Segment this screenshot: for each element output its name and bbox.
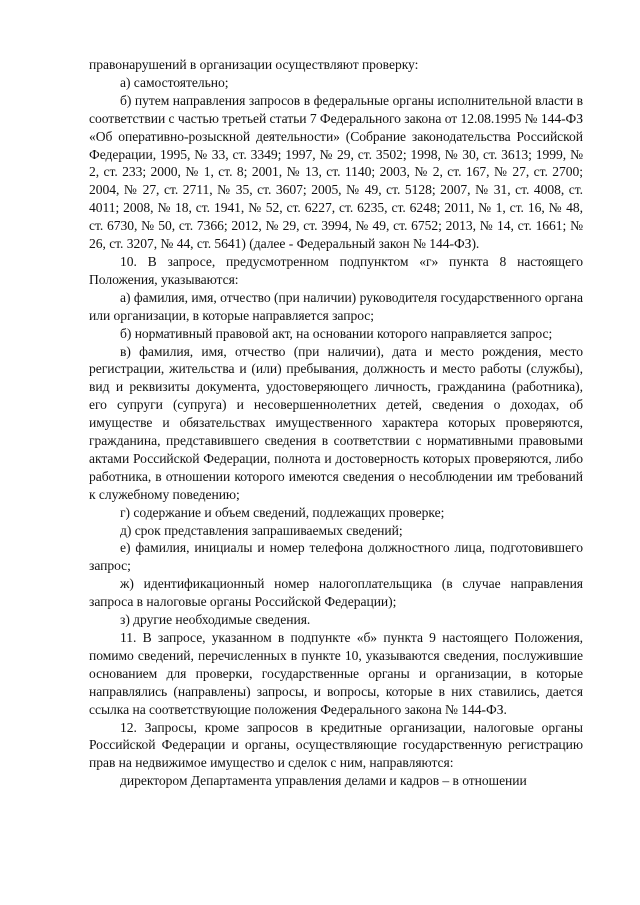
clause-12: 12. Запросы, кроме запросов в кредитные организации, налоговые органы Российской Федерации и органы, осуществляющие государственную регистрацию прав на недвижимое имущество и сделок с ним, направляются: [89,719,583,771]
subitem-a-independently: а) самостоятельно; [120,74,229,90]
clause-10: 10. В запросе, предусмотренном подпунктом «г» пункта 8 настоящего Положения, указываются: [89,253,583,287]
clause-12-continuation: директором Департамента управления делами и кадров – в отношении [120,773,527,789]
clause-10-item-v: в) фамилия, имя, отчество (при наличии), дата и место рождения, место регистрации, жительства и (или) пребывания, должность и место работы (службы), вид и реквизиты документа, удостоверяющего личность, гражданина (работника), его супруги (супруга) и несовершеннолетних детей, сведения о доходах, об имуществе и обязательствах имущественного характера которых проверяются, гражданина, представившего сведения в соответствии с нормативными правовыми актами Российской Федерации, полнота и достоверность которых проверяются, либо работника, в отношении которого имеются сведения о несоблюдении им требований к служебному поведению; [89,343,583,502]
paragraph-continuation: правонарушений в организации осуществляют проверку: [89,57,419,72]
clause-10-item-d: д) срок представления запрашиваемых сведений; [120,522,403,538]
clause-10-item-zh: ж) идентификационный номер налогоплательщика (в случае направления запроса в налоговые органы Российской Федерации); [89,576,583,610]
document-page [89,56,583,790]
clause-10-item-z: з) другие необходимые сведения. [120,612,311,628]
clause-11: 11. В запросе, указанном в подпункте «б» пункта 9 настоящего Положения, помимо сведений, перечисленных в пункте 10, указываются сведения, послужившие основанием для проверки, государственные органы и организации, в которые направлялись (направлены) запросы, и вопросы, которые в них ставились, дается ссылка на соответствующие положения Федерального закона № 144-ФЗ. [89,630,583,717]
clause-10-item-g: г) содержание и объем сведений, подлежащих проверке; [120,504,445,520]
clause-10-item-b: б) нормативный правовой акт, на основании которого направляется запрос; [120,325,553,341]
clause-10-item-a: а) фамилия, имя, отчество (при наличии) руководителя государственного органа или организации, в которые направляется запрос; [89,289,583,323]
subitem-b-requests: б) путем направления запросов в федеральные органы исполнительной власти в соответствии с частью третьей статьи 7 Федерального закона от 12.08.1995 № 144-ФЗ «Об оперативно-розыскной деятельности» (Собрание законодательства Российской Федерации, 1995, № 33, ст. 3349; 1997, № 29, ст. 3502; 1998, № 30, ст. 3613; 1999, № 2, ст. 233; 2000, № 1, ст. 8; 2001, № 13, ст. 1140; 2003, № 2, ст. 167, № 27, ст. 2700; 2004, № 27, ст. 2711, № 35, ст. 3607; 2005, № 49, ст. 5128; 2007, № 31, ст. 4008, ст. 4011; 2008, № 18, ст. 1941, № 52, ст. 6227, ст. 6235, ст. 6248; 2011, № 1, ст. 16, № 48, ст. 6730, № 50, ст. 7366; 2012, № 29, ст. 3994, № 49, ст. 6752; 2013, № 14, ст. 1661; № 26, ст. 3207, № 44, ст. 5641) (далее - Федеральный закон № 144-ФЗ). [89,92,583,252]
clause-10-item-e: е) фамилия, инициалы и номер телефона должностного лица, подготовившего запрос; [89,540,583,574]
